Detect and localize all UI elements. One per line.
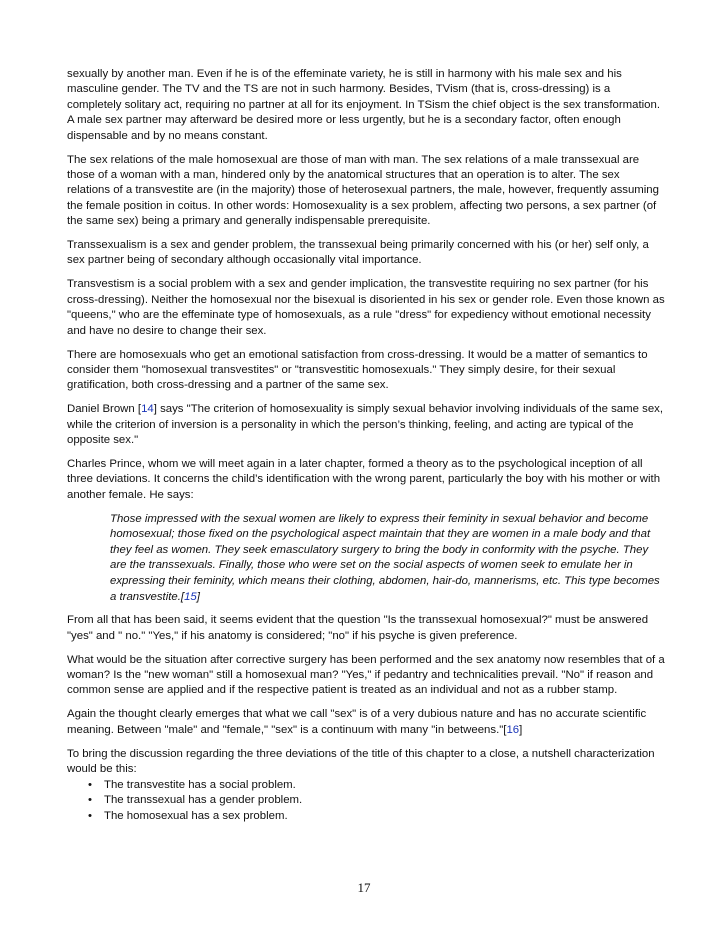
page-number: 17 bbox=[357, 880, 371, 895]
footnote-link-14[interactable]: 14 bbox=[141, 403, 154, 416]
paragraph-2: The sex relations of the male homosexual are those of man with man. The sex relations of a male transsexual are those of a woman with a man, hindered only by the anatomical structures that an operation is to alter. The sex relations of a transvestite are (in the majority) those of heterosexual partners, the male, however, frequently assuming the female position in coitus. In other words: Homosexuality is a sex problem, affecting two persons, a sex partner (of the same sex) being a primary and generally indispensable prerequisite. bbox=[67, 153, 659, 228]
paragraph-10 bbox=[67, 707, 665, 738]
paragraph-6-text-end: ] says "The criterion of homosexuality is simply sexual behavior involving individuals of the same sex, while the criterion of inversion is a personality in which the person’s thinking, feeling, and acting are typical of the opposite sex." bbox=[67, 403, 664, 447]
list-item-text: The transvestite has a social problem. bbox=[104, 778, 296, 791]
paragraph-4: Transvestism is a social problem with a sex and gender implication, the transvestite requiring no sex partner (for his cross-dressing). Neither the homosexual nor the bisexual is disoriented in his sex or gender role. Even those known as "queens," who are the effeminate type of homosexuals, as a rule "dress" for expediency without emotional necessity and have no desire to change their sex. bbox=[67, 278, 665, 337]
list-item bbox=[88, 809, 665, 824]
footnote-link-15[interactable]: 15 bbox=[184, 590, 197, 603]
paragraph-10-text-start: Again the thought clearly emerges that what we call "sex" is of a very dubious nature and has no accurate scientific meaning. Between "male" and "female," "sex" is a continuum with many "in betweens."[ bbox=[67, 708, 647, 736]
paragraph-5: There are homosexuals who get an emotional satisfaction from cross-dressing. It would be a matter of semantics to consider them "homosexual transvestites" or "transvestitic homosexuals." They simply desire, for their sexual gratification, both cross-dressing and a partner of the same sex. bbox=[67, 348, 648, 392]
paragraph-7: Charles Prince, whom we will meet again in a later chapter, formed a theory as to the psychological inception of all three deviations. It concerns the child’s identification with the wrong parent, particularly the boy with his mother or with another female. He says: bbox=[67, 457, 661, 501]
paragraph-1: sexually by another man. Even if he is of the effeminate variety, he is still in harmony with his male sex and his masculine gender. The TV and the TS are not in such harmony. Besides, TVism (that is, cross-dressing) is a completely solitary act, requiring no partner at all for its enjoyment. In TSism the chief object is the sex transformation. A male sex partner may afterward be desired more or less urgently, but he is a secondary factor, often enough dispensable and by no means constant. bbox=[67, 68, 661, 142]
paragraph-6 bbox=[67, 402, 665, 448]
document-page bbox=[67, 67, 665, 824]
list-item bbox=[88, 778, 665, 793]
list-item-text: The transsexual has a gender problem. bbox=[104, 794, 303, 807]
block-quote bbox=[110, 512, 665, 606]
paragraph-6-text-start: Daniel Brown [ bbox=[67, 403, 142, 416]
paragraph-11: To bring the discussion regarding the three deviations of the title of this chapter to a close, a nutshell characterization would be this: bbox=[67, 747, 655, 775]
bullet-icon: • bbox=[88, 778, 92, 791]
footnote-link-16[interactable]: 16 bbox=[506, 723, 520, 736]
bullet-list bbox=[67, 778, 665, 824]
bullet-icon: • bbox=[88, 809, 92, 822]
paragraph-10-text-end: ] bbox=[519, 723, 523, 736]
bullet-icon: • bbox=[88, 794, 92, 807]
list-item bbox=[88, 793, 665, 808]
list-item-text: The homosexual has a sex problem. bbox=[104, 809, 288, 822]
block-quote-text: Those impressed with the sexual women are likely to express their feminity in sexual behavior and become homosexual; those fixed on the psychological aspect maintain that they are women in a male body and that they feel as women. They seek emasculatory surgery to bring the body in conformity with the psyche. They are the transsexuals. Finally, those who were set on the social aspects of women seek to emulate her in expressing their feminity, which means their clothing, abdomen, hair-do, mannerisms, etc. This type becomes a transvestite.[ bbox=[110, 512, 660, 603]
paragraph-3: Transsexualism is a sex and gender problem, the transsexual being primarily concerned with his (or her) self only, a sex partner being of secondary although occasionally vital importance. bbox=[67, 239, 649, 267]
paragraph-9: What would be the situation after corrective surgery has been performed and the sex anatomy now resembles that of a woman? Is the "new woman" still a homosexual man? "Yes," if pedantry and technicalities prevail. "No" if reason and common sense are applied and if the respective patient is treated as an individual and not as a rubber stamp. bbox=[67, 653, 665, 697]
paragraph-8: From all that has been said, it seems evident that the question "Is the transsexual homosexual?" must be answered "yes" and " no." "Yes," if his anatomy is considered; "no" if his psyche is given preference. bbox=[67, 614, 649, 642]
block-quote-end: ] bbox=[196, 590, 200, 603]
